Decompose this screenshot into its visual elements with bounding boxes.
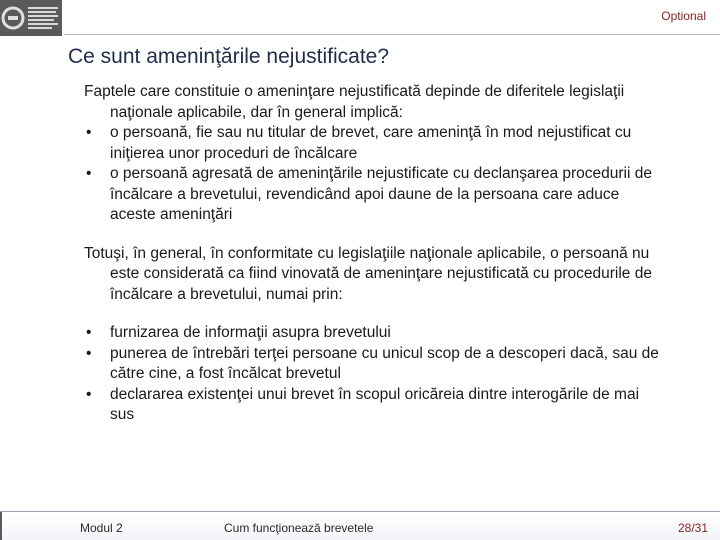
bullet-icon: •: [86, 124, 92, 141]
slide-title: Ce sunt ameninţările nejustificate?: [68, 45, 390, 68]
intro-paragraph: Faptele care constituie o ameninţare nejustificată depinde de diferitele legislaţii naţionale aplicabile, dar în general implică:: [84, 83, 625, 121]
list-item-text: o persoană, fie sau nu titular de brevet, care ameninţă în mod nejustificat cu iniţierea unor proceduri de încălcare: [110, 124, 632, 162]
logo-text-lines: [28, 7, 58, 29]
list-item: [84, 123, 664, 164]
epo-logo-icon: [0, 5, 26, 31]
footer-module: Modul 2: [80, 521, 123, 535]
bullet-icon: •: [86, 344, 92, 362]
footer-course: Cum funcţionează brevetele: [224, 521, 374, 535]
list-item-text: punerea de întrebări terţei persoane cu unicul scop de a descoperi dacă, sau de către cine, a fost încălcat brevetul: [110, 344, 659, 382]
footer-edge: [0, 512, 2, 540]
list-item-text: declararea existenţei unui brevet în scopul oricăreia dintre interogările de mai sus: [110, 385, 640, 423]
list-item-text: furnizarea de informaţii asupra brevetului: [110, 324, 391, 341]
list-item: [84, 385, 664, 426]
list-item-text: o persoană agresată de ameninţările nejustificate cu declanşarea procedurii de încălcare a brevetului, revendicând apoi daune de la persoana care aduce aceste ameninţări: [110, 165, 652, 223]
bullet-icon: •: [86, 385, 92, 403]
page-number: 28/31: [677, 521, 708, 535]
second-paragraph: Totuşi, în general, în conformitate cu legislaţiile naţionale aplicabile, o persoană nu este considerată ca fiind vinovată de ameninţare nejustificată cu procedurile de încălcare a brevetului, numai prin:: [84, 244, 652, 303]
slide-footer: [0, 511, 720, 540]
bullet-list-2: [84, 323, 664, 426]
list-item: [84, 164, 664, 226]
bullet-icon: •: [86, 324, 92, 341]
slide-content: [84, 82, 664, 426]
bullet-icon: •: [86, 165, 92, 182]
list-item: [84, 344, 664, 385]
bullet-list-1: [84, 123, 664, 226]
header-divider: [64, 34, 720, 35]
list-item: [84, 323, 664, 344]
optional-label: Optional: [661, 9, 706, 23]
epo-logo: [0, 0, 62, 36]
